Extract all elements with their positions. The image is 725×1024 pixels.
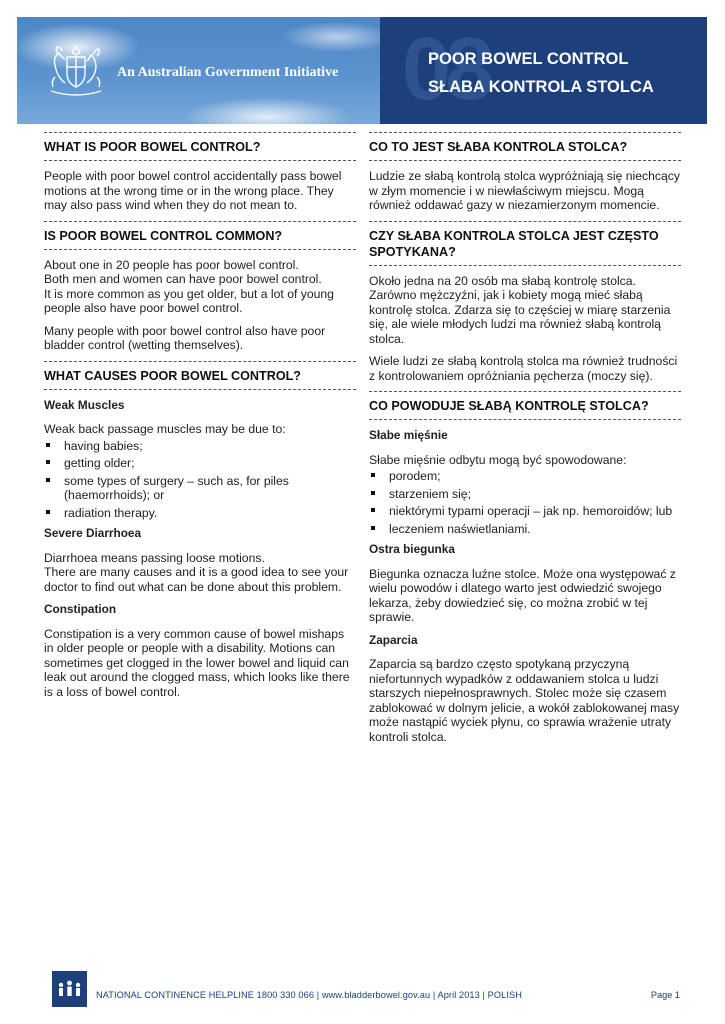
list-item: starzeniem się;	[369, 487, 681, 502]
subheading: Słabe mięśnie	[369, 428, 448, 442]
text-line: Diarrhoea means passing loose motions.	[44, 550, 265, 565]
sky-image	[17, 17, 380, 124]
paragraph: Słabe mięśnie odbytu mogą być spowodowane:	[369, 452, 627, 467]
paragraph: Około jedna na 20 osób ma słabą kontrolę stolca. Zarówno mężczyźni, jak i kobiety mogą mieć słabą kontrolę stolca. Zdarza się to częściej w miarę starzenia się, ale wiele młodych ludzi ma również słabą kontrolą stolca.	[369, 273, 671, 346]
paragraph	[44, 551, 356, 595]
title-english: POOR BOWEL CONTROL	[428, 50, 629, 68]
text-line: It is more common as you get older, but a lot of young people also have poor bowel control.	[44, 286, 334, 315]
english-column	[44, 132, 356, 707]
subheading: Severe Diarrhoea	[44, 526, 142, 540]
coat-of-arms-icon	[41, 43, 111, 99]
list-item: having babies;	[44, 439, 356, 454]
people-icon	[52, 971, 87, 1007]
government-initiative-text: An Australian Government Initiative	[117, 65, 339, 80]
title-polish: SŁABA KONTROLA STOLCA	[428, 78, 654, 96]
helpline-info: NATIONAL CONTINENCE HELPLINE 1800 330 066 | www.bladderbowel.gov.au | April 2013 | POLISH	[96, 990, 522, 1000]
paragraph: Biegunka oznacza luźne stolce. Może ona występować z wielu powodów i dlatego warto jest odwiedzić swojego lekarza, żeby dowiedzieć się, co można zrobić w tej sprawie.	[369, 566, 676, 624]
section-heading: CO POWODUJE SŁABĄ KONTROLĘ STOLCA?	[369, 391, 681, 420]
bullet-list	[44, 439, 356, 521]
text-line: There are many causes and it is a good idea to see your doctor to find out what can be done about this problem.	[44, 565, 349, 594]
subheading: Zaparcia	[369, 632, 418, 647]
list-item: radiation therapy.	[44, 506, 356, 521]
section-heading: WHAT IS POOR BOWEL CONTROL?	[44, 132, 356, 161]
fact-sheet-number: 08	[402, 19, 488, 118]
text-line: Both men and women can have poor bowel control.	[44, 272, 322, 286]
section-heading: WHAT CAUSES POOR BOWEL CONTROL?	[44, 361, 356, 390]
section-heading: CO TO JEST SŁABA KONTROLA STOLCA?	[369, 132, 681, 161]
page-number: Page 1	[650, 990, 680, 1000]
bullet-list	[369, 469, 681, 536]
polish-column	[369, 132, 681, 752]
list-item: porodem;	[369, 469, 681, 484]
paragraph: Constipation is a very common cause of bowel mishaps in older people or people with a disability. Motions can sometimes get clogged in the lower bowel and liquid can leak out around the clogged mass, which looks like there is a loss of bowel control.	[44, 626, 350, 699]
footer	[52, 971, 680, 1007]
list-item: leczeniem naświetlaniami.	[369, 522, 681, 537]
list-item: getting older;	[44, 456, 356, 471]
section-heading: CZY SŁABA KONTROLA STOLCA JEST CZĘSTO SPOTYKANA?	[369, 221, 681, 266]
subheading: Constipation	[44, 602, 117, 616]
paragraph: Many people with poor bowel control also have poor bladder control (wetting themselves).	[44, 323, 326, 352]
continence-logo	[52, 971, 87, 1007]
section-heading: IS POOR BOWEL CONTROL COMMON?	[44, 221, 356, 250]
paragraph	[44, 258, 356, 316]
paragraph: Weak back passage muscles may be due to:	[44, 422, 286, 436]
paragraph: Ludzie ze słabą kontrolą stolca wypróżniają się niechcący w złym momencie i w niewłaściwym miejscu. Mogą również oddawać gazy w niezamierzonym momencie.	[369, 169, 680, 212]
paragraph: Wiele ludzi ze słabą kontrolą stolca ma również trudności z kontrolowaniem opróżniania pęcherza (moczy się).	[369, 354, 678, 383]
list-item: niektórymi typami operacji – jak np. hemoroidów; lub	[369, 504, 681, 519]
paragraph: People with poor bowel control accidentally pass bowel motions at the wrong time or in the wrong place. They may also pass wind when they do not mean to.	[44, 169, 342, 212]
list-item: some types of surgery – such as, for piles (haemorrhoids); or	[44, 474, 356, 503]
text-line: About one in 20 people has poor bowel control.	[44, 257, 299, 272]
header-banner	[17, 17, 707, 124]
subheading: Weak Muscles	[44, 397, 125, 412]
title-box	[380, 17, 707, 124]
subheading: Ostra biegunka	[369, 542, 455, 556]
paragraph: Zaparcia są bardzo często spotykaną przyczyną niefortunnych wypadków z oddawaniem stolca u ludzi starszych niepełnosprawnych. Stolec może się czasem zablokować w dolnym jelicie, a wokół zablokowanej masy może nastąpić wyciek płynu, co sprawia wrażenie utraty kontroli stolca.	[369, 657, 680, 744]
